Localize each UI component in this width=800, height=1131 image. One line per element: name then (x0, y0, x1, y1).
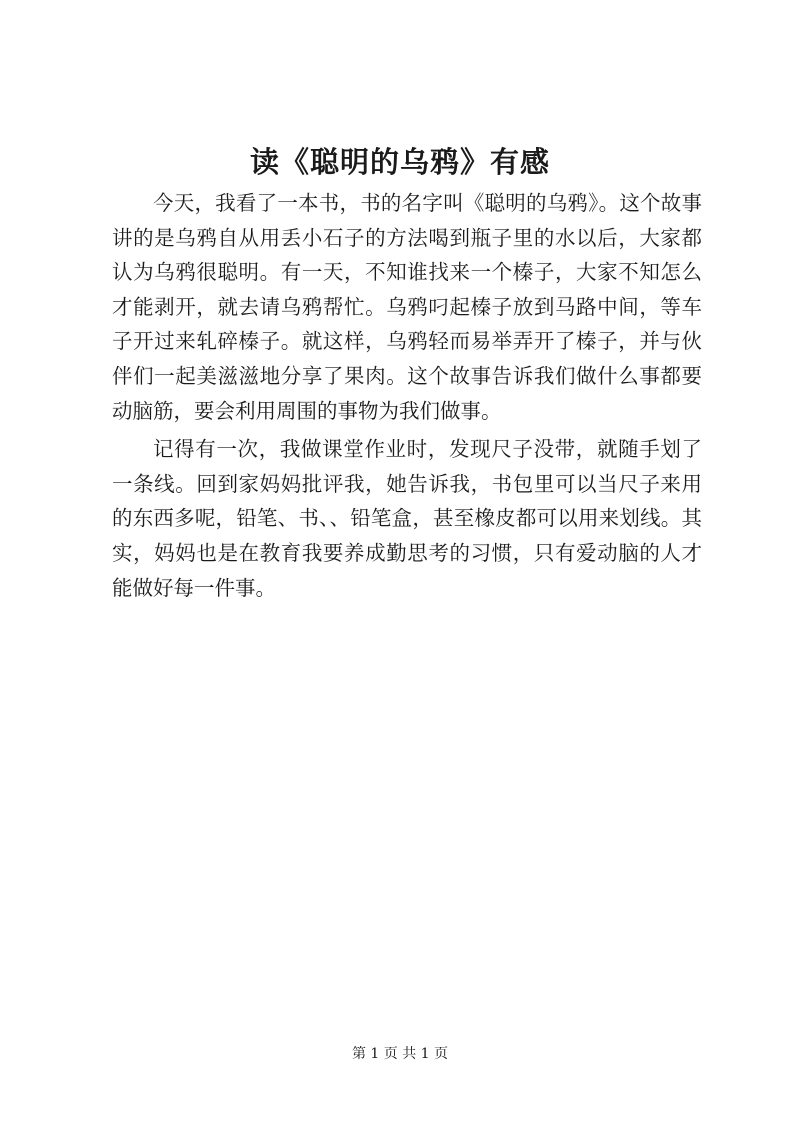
page-footer: 第 1 页 共 1 页 (351, 1046, 449, 1062)
document-title: 读《聪明的乌鸦》有感 (249, 145, 550, 179)
document-body (112, 186, 702, 605)
paragraph-2: 记得有一次，我做课堂作业时，发现尺子没带，就随手划了一条线。回到家妈妈批评我，她告诉我，书包里可以当尺子来用的东西多呢，铅笔、书、、铅笔盒，甚至橡皮都可以用来划线。其实，妈妈也是在教育我要养成勤思考的习惯，只有爱动脑的人才能做好每一件事。 (112, 437, 702, 600)
paragraph-1: 今天，我看了一本书，书的名字叫《聪明的乌鸦》。这个故事讲的是乌鸦自从用丢小石子的方法喝到瓶子里的水以后，大家都认为乌鸦很聪明。有一天，不知谁找来一个榛子，大家不知怎么才能剥开，就去请乌鸦帮忙。乌鸦叼起榛子放到马路中间，等车子开过来轧碎榛子。就这样，乌鸦轻而易举弄开了榛子，并与伙伴们一起美滋滋地分享了果肉。这个故事告诉我们做什么事都要动脑筋，要会利用周围的事物为我们做事。 (112, 191, 702, 423)
